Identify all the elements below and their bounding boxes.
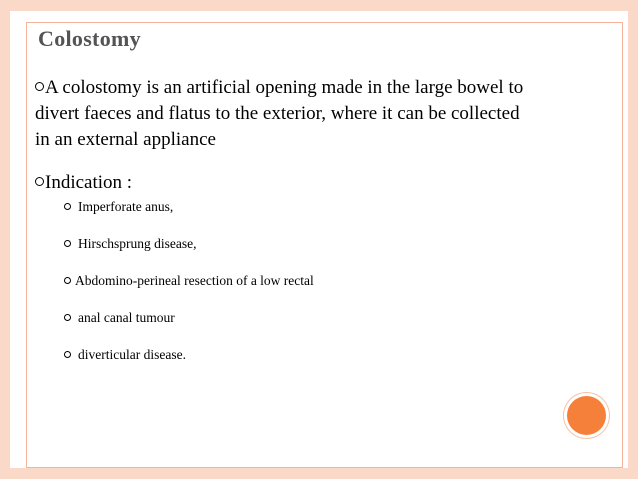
bullet-icon xyxy=(64,240,71,247)
list-item-text: anal canal tumour xyxy=(78,310,175,325)
bullet-icon xyxy=(64,351,71,358)
list-item xyxy=(64,236,314,252)
list-item xyxy=(64,273,314,289)
list-item-text: Imperforate anus, xyxy=(78,199,174,214)
definition-text: A colostomy is an artificial opening made in the large bowel to divert faeces and flatus to the exterior, where it can be collected in an external appliance xyxy=(35,77,524,150)
list-item-text: diverticular disease. xyxy=(78,347,186,362)
bullet-icon xyxy=(64,277,71,284)
definition-paragraph xyxy=(35,75,535,153)
list-item-text: Hirschsprung disease, xyxy=(78,236,197,251)
slide-title: Colostomy xyxy=(38,26,141,51)
list-item xyxy=(64,199,314,215)
indication-label: Indication : xyxy=(45,172,133,193)
bullet-icon xyxy=(35,177,44,186)
bullet-icon xyxy=(64,314,71,321)
list-item-text: Abdomino-perineal resection of a low rectal xyxy=(75,273,314,288)
indication-list xyxy=(64,199,314,384)
indication-heading xyxy=(35,170,132,196)
bullet-icon xyxy=(35,82,44,91)
list-item xyxy=(64,310,314,326)
list-item xyxy=(64,347,314,363)
orange-circle-icon xyxy=(567,396,606,435)
bullet-icon xyxy=(64,203,71,210)
